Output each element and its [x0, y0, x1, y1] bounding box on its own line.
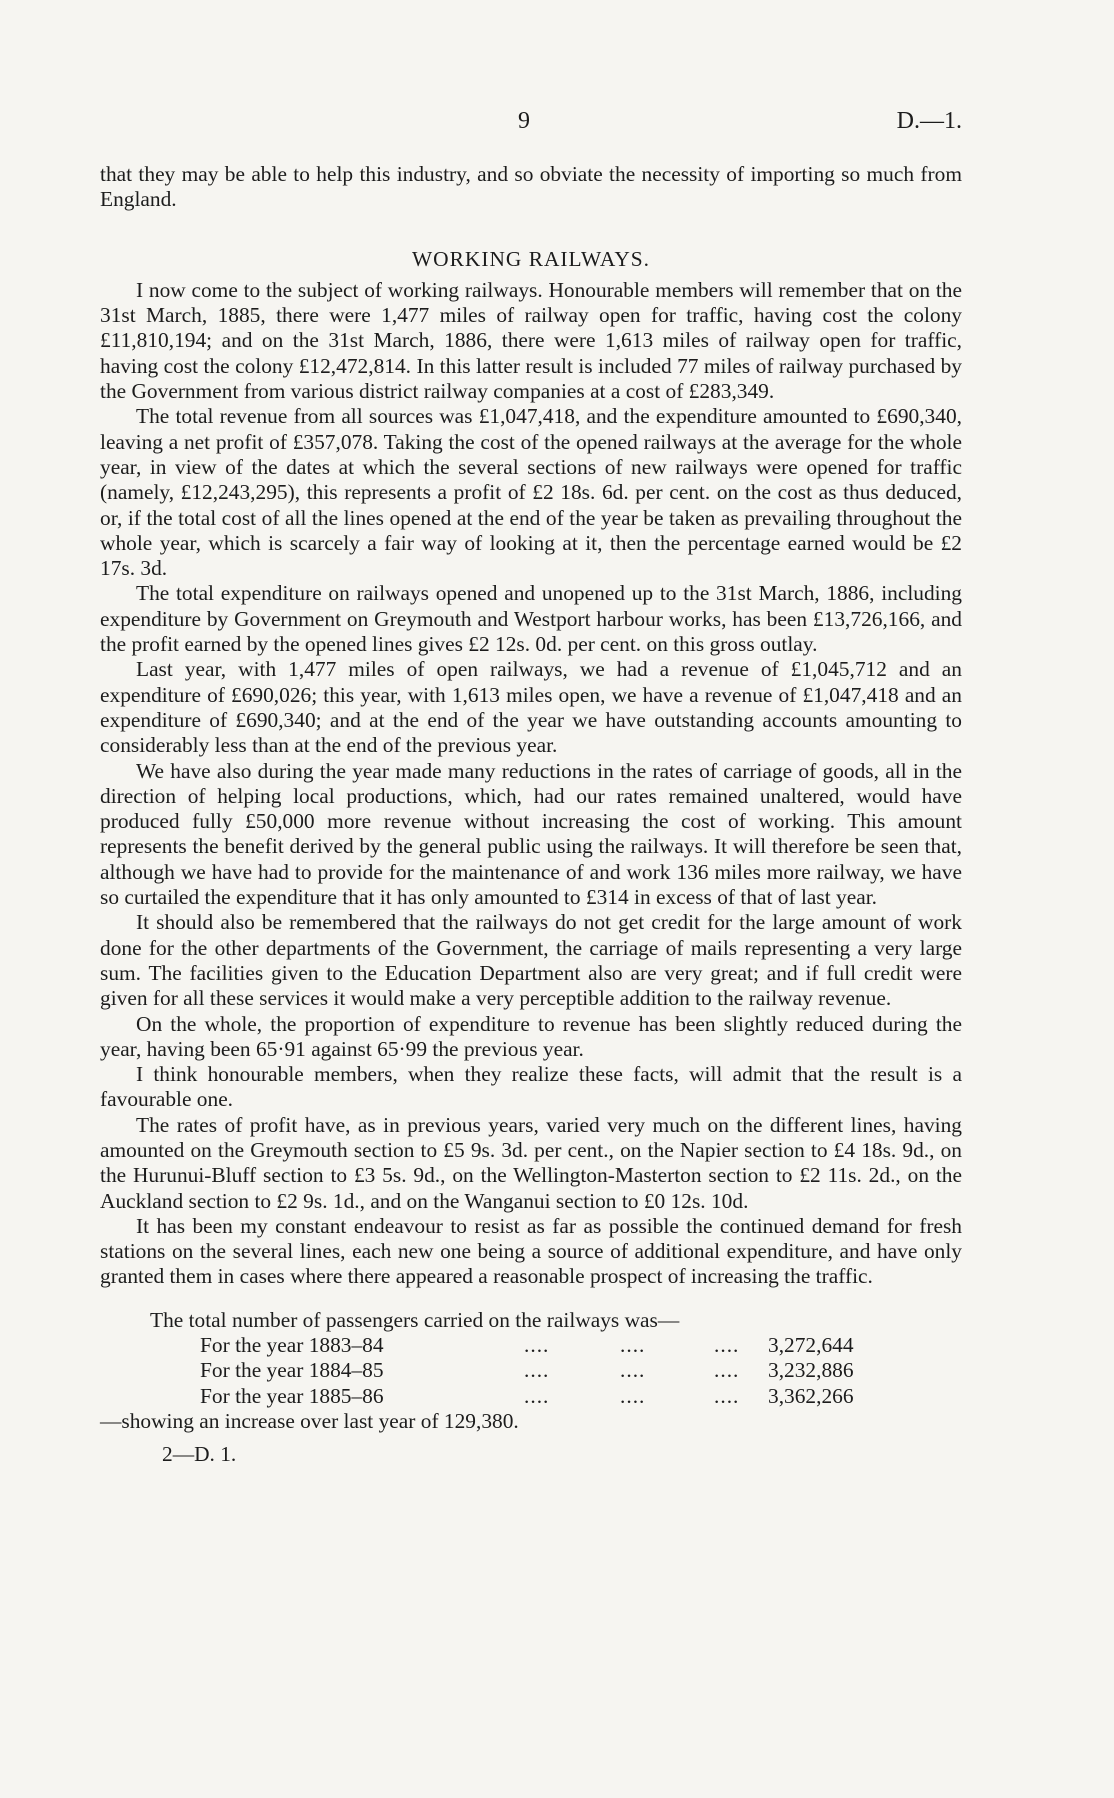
signature-mark: 2—D. 1.	[162, 1442, 237, 1467]
row-value: 3,272,644	[768, 1333, 854, 1358]
row-label: For the year 1885–86	[200, 1383, 384, 1408]
row-value: 3,232,886	[768, 1358, 854, 1383]
leader-dots: ....	[620, 1358, 646, 1383]
page-number: 9	[518, 108, 530, 134]
leader-dots: ....	[524, 1358, 550, 1383]
table-row	[100, 1384, 962, 1409]
paragraph: Last year, with 1,477 miles of open railways, we had a revenue of £1,045,712 and an expenditure of £690,026; this year, with 1,613 miles open, we have a revenue of £1,047,418 and an expenditure of £690,340; and at the end of the year we have outstanding accounts amounting to considerably less than at the end of the previous year.	[100, 657, 962, 758]
leader-dots: ....	[620, 1333, 646, 1358]
leader-dots: ....	[714, 1333, 740, 1358]
passenger-summary: —showing an increase over last year of 129,380.	[100, 1408, 519, 1433]
page-header	[100, 108, 962, 140]
paragraph: I now come to the subject of working railways. Honourable members will remember that on the 31st March, 1885, there were 1,477 miles of railway open for traffic, having cost the colony £11,810,194; and on the 31st March, 1886, there were 1,613 miles of railway open for traffic, having cost the colony £12,472,814. In this latter result is included 77 miles of railway purchased by the Government from various district railway companies at a cost of £283,349.	[100, 277, 962, 404]
document-reference: D.—1.	[896, 108, 962, 134]
continuation-paragraph: that they may be able to help this industry, and so obviate the necessity of importing so much from England.	[100, 162, 962, 212]
paragraph: It has been my constant endeavour to resist as far as possible the continued demand for fresh stations on the several lines, each new one being a source of additional expenditure, and have only granted them in cases where there appeared a reasonable prospect of increasing the traffic.	[100, 1213, 962, 1289]
body-text	[100, 162, 962, 1468]
paragraph: The total revenue from all sources was £1,047,418, and the expenditure amounted to £690,340, leaving a net profit of £357,078. Taking the cost of the opened railways at the average for the whole year, in view of the dates at which the several sections of new railways were opened for traffic (namely, £12,243,295), this represents a profit of £2 18s. 6d. per cent. on the cost as thus deduced, or, if the total cost of all the lines opened at the end of the year be taken as prevailing throughout the whole year, which is scarcely a fair way of looking at it, then the percentage earned would be £2 17s. 3d.	[100, 404, 962, 581]
section-heading: WORKING RAILWAYS.	[411, 246, 651, 271]
paragraph: The total expenditure on railways opened and unopened up to the 31st March, 1886, including expenditure by Government on Greymouth and Westport harbour works, has been £13,726,166, and the profit earned by the opened lines gives £2 12s. 0d. per cent. on this gross outlay.	[100, 581, 962, 657]
paragraph: I think honourable members, when they realize these facts, will admit that the result is a favourable one.	[100, 1062, 962, 1112]
row-label: For the year 1883–84	[200, 1333, 384, 1358]
leader-dots: ....	[524, 1333, 550, 1358]
leader-dots: ....	[714, 1358, 740, 1383]
row-value: 3,362,266	[768, 1383, 854, 1408]
paragraph: We have also during the year made many reductions in the rates of carriage of goods, all in the direction of helping local productions, which, had our rates remained unaltered, would have produced fully £50,000 more revenue without increasing the cost of working. This amount represents the benefit derived by the general public using the railways. It will therefore be seen that, although we have had to provide for the maintenance of and work 136 miles more railway, we have so curtailed the expenditure that it has only amounted to £314 in excess of that of last year.	[100, 758, 962, 910]
paragraph: The rates of profit have, as in previous years, varied very much on the different lines, having amounted on the Greymouth section to £5 9s. 3d. per cent., on the Napier section to £4 18s. 9d., on the Hurunui-Bluff section to £3 5s. 9d., on the Wellington-Masterton section to £2 11s. 2d., on the Auckland section to £2 9s. 1d., and on the Wanganui section to £0 12s. 10d.	[100, 1112, 962, 1213]
paragraph: On the whole, the proportion of expenditure to revenue has been slightly reduced during the year, having been 65·91 against 65·99 the previous year.	[100, 1011, 962, 1061]
table-row	[100, 1333, 962, 1358]
table-row	[100, 1358, 962, 1383]
paragraph: It should also be remembered that the railways do not get credit for the large amount of work done for the other departments of the Government, the carriage of mails representing a very large sum. The facilities given to the Education Department also are very great; and if full credit were given for all these services it would make a very perceptible addition to the railway revenue.	[100, 910, 962, 1011]
passenger-table	[100, 1308, 962, 1434]
passenger-intro: The total number of passengers carried on the railways was—	[150, 1307, 680, 1332]
leader-dots: ....	[620, 1383, 646, 1408]
row-label: For the year 1884–85	[200, 1358, 384, 1383]
leader-dots: ....	[714, 1383, 740, 1408]
leader-dots: ....	[524, 1383, 550, 1408]
